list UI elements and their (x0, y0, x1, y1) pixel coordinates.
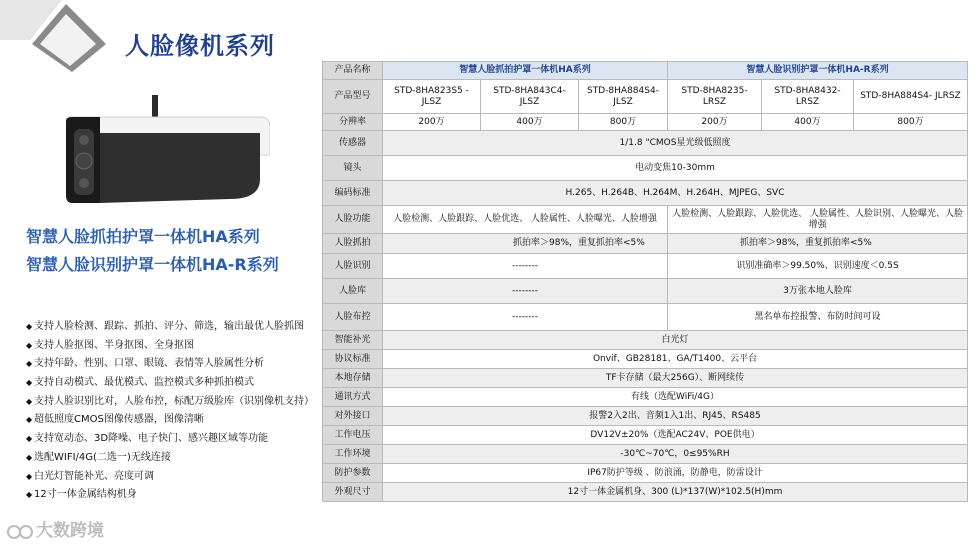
bullet-icon: ◆ (26, 415, 33, 425)
row-label-voltage: 工作电压 (323, 426, 383, 445)
bullet-icon: ◆ (26, 396, 33, 406)
protection-value: IP67防护等级 、防浪涌，防静电，防雷设计 (383, 464, 968, 483)
row-label-interface: 对外接口 (323, 407, 383, 426)
face-recognition-ha: -------- (383, 254, 668, 279)
resolution-cell: 400万 (762, 114, 854, 131)
bullet-icon: ◆ (26, 452, 33, 462)
environment-value: -30℃~70℃，0≤95%RH (383, 445, 968, 464)
bullet-icon: ◆ (26, 471, 33, 481)
decorative-corner-shape (0, 0, 110, 75)
model-cell: STD-8HA843C4- JLSZ (481, 80, 579, 114)
page-title: 人脸像机系列 (125, 32, 275, 60)
row-label-codec: 编码标准 (323, 181, 383, 206)
feature-item: ◆ 支持人脸检测、跟踪、抓拍、评分、筛选，输出最优人脸抓图 (26, 318, 326, 337)
feature-item: ◆ 支持年龄、性别、口罩、眼镜、表情等人脸属性分析 (26, 355, 326, 374)
resolution-cell: 200万 (383, 114, 481, 131)
row-label-face-capture: 人脸抓拍 (323, 234, 383, 254)
face-library-har: 3万张本地人脸库 (668, 279, 968, 304)
face-library-ha: -------- (383, 279, 668, 304)
size-value: 12寸一体金属机身、300 (L)*137(W)*102.5(H)mm (383, 483, 968, 502)
bullet-icon: ◆ (26, 340, 33, 350)
resolution-cell: 400万 (481, 114, 579, 131)
smart-light-value: 白光灯 (383, 331, 968, 350)
sensor-value: 1/1.8 "CMOS星光级低照度 (383, 131, 968, 156)
face-recognition-har: 识别准确率＞99.50%、识别速度＜0.5S (668, 254, 968, 279)
row-label-protocol: 协议标准 (323, 350, 383, 369)
product-name-ha: 智慧人脸抓拍护罩一体机HA系列 (383, 62, 668, 80)
row-label-face-control: 人脸布控 (323, 304, 383, 331)
interface-value: 报警2入2出、音频1入1出、RJ45、RS485 (383, 407, 968, 426)
resolution-cell: 200万 (668, 114, 762, 131)
row-label-storage: 本地存储 (323, 369, 383, 388)
row-label-product-name: 产品名称 (323, 62, 383, 80)
feature-item: ◆ 12寸一体金属结构机身 (26, 486, 326, 505)
model-cell: STD-8HA8235- LRSZ (668, 80, 762, 114)
face-control-ha: -------- (383, 304, 668, 331)
row-label-lens: 镜头 (323, 156, 383, 181)
row-label-model: 产品型号 (323, 80, 383, 114)
model-cell: STD-8HA884S4- JLSZ (579, 80, 668, 114)
resolution-cell: 800万 (579, 114, 668, 131)
watermark-logo-icon (6, 522, 36, 540)
row-label-resolution: 分辨率 (323, 114, 383, 131)
face-function-har: 人脸检测、人脸跟踪、人脸优选、 人脸属性、人脸识别、人脸曝光、人脸增强 (668, 206, 968, 234)
lens-value: 电动变焦10-30mm (383, 156, 968, 181)
bullet-icon: ◆ (26, 378, 33, 388)
series-title-har: 智慧人脸识别护罩一体机HA-R系列 (26, 255, 279, 274)
feature-item: ◆ 支持人脸识别比对，人脸布控，标配万级脸库（识别像机支持） (26, 393, 326, 412)
face-function-ha: 人脸检测、人脸跟踪、人脸优选、 人脸属性、人脸曝光、人脸增强 (383, 206, 668, 234)
row-label-smart-light: 智能补光 (323, 331, 383, 350)
resolution-cell: 800万 (854, 114, 968, 131)
feature-item: ◆ 超低照度CMOS图像传感器，图像清晰 (26, 411, 326, 430)
model-cell: STD-8HA8432- LRSZ (762, 80, 854, 114)
feature-item: ◆ 支持宽动态、3D降噪、电子快门、感兴趣区域等功能 (26, 430, 326, 449)
row-label-size: 外观尺寸 (323, 483, 383, 502)
feature-item: ◆ 选配WIFI/4G(二选一)无线连接 (26, 449, 326, 468)
bullet-icon: ◆ (26, 490, 33, 500)
feature-list (26, 318, 326, 505)
face-control-har: 黑名单布控报警、布防时间可设 (668, 304, 968, 331)
row-label-face-library: 人脸库 (323, 279, 383, 304)
model-cell: STD-8HA884S4- JLRSZ (854, 80, 968, 114)
voltage-value: DV12V±20%（选配AC24V、POE供电） (383, 426, 968, 445)
face-capture-ha: 抓拍率＞98%，重复抓拍率<5% (383, 234, 668, 254)
row-label-face-function: 人脸功能 (323, 206, 383, 234)
spec-table (322, 61, 968, 502)
row-label-communication: 通讯方式 (323, 388, 383, 407)
communication-value: 有线（选配WiFi/4G） (383, 388, 968, 407)
watermark: 大数跨境 (6, 516, 104, 541)
face-capture-har: 抓拍率＞98%，重复抓拍率<5% (668, 234, 968, 254)
feature-item: ◆ 支持人脸抠图、半身抠图、全身抠图 (26, 337, 326, 356)
row-label-protection: 防护参数 (323, 464, 383, 483)
row-label-face-recognition: 人脸识别 (323, 254, 383, 279)
storage-value: TF卡存储（最大256G）、断网续传 (383, 369, 968, 388)
row-label-sensor: 传感器 (323, 131, 383, 156)
bullet-icon: ◆ (26, 434, 33, 444)
feature-item: ◆ 支持自动模式、最优模式、监控模式多种抓拍模式 (26, 374, 326, 393)
bullet-icon: ◆ (26, 359, 33, 369)
product-name-har: 智慧人脸识别护罩一体机HA-R系列 (668, 62, 968, 80)
protocol-value: Onvif、GB28181、GA/T1400、云平台 (383, 350, 968, 369)
bullet-camera-image (60, 95, 270, 205)
feature-item: ◆ 白光灯智能补光、亮度可调 (26, 468, 326, 487)
series-title-ha: 智慧人脸抓拍护罩一体机HA系列 (26, 227, 260, 246)
codec-value: H.265、H.264B、H.264M、H.264H、MJPEG、SVC (383, 181, 968, 206)
bullet-icon: ◆ (26, 322, 33, 331)
model-cell: STD-8HA823S5 -JLSZ (383, 80, 481, 114)
row-label-environment: 工作环境 (323, 445, 383, 464)
